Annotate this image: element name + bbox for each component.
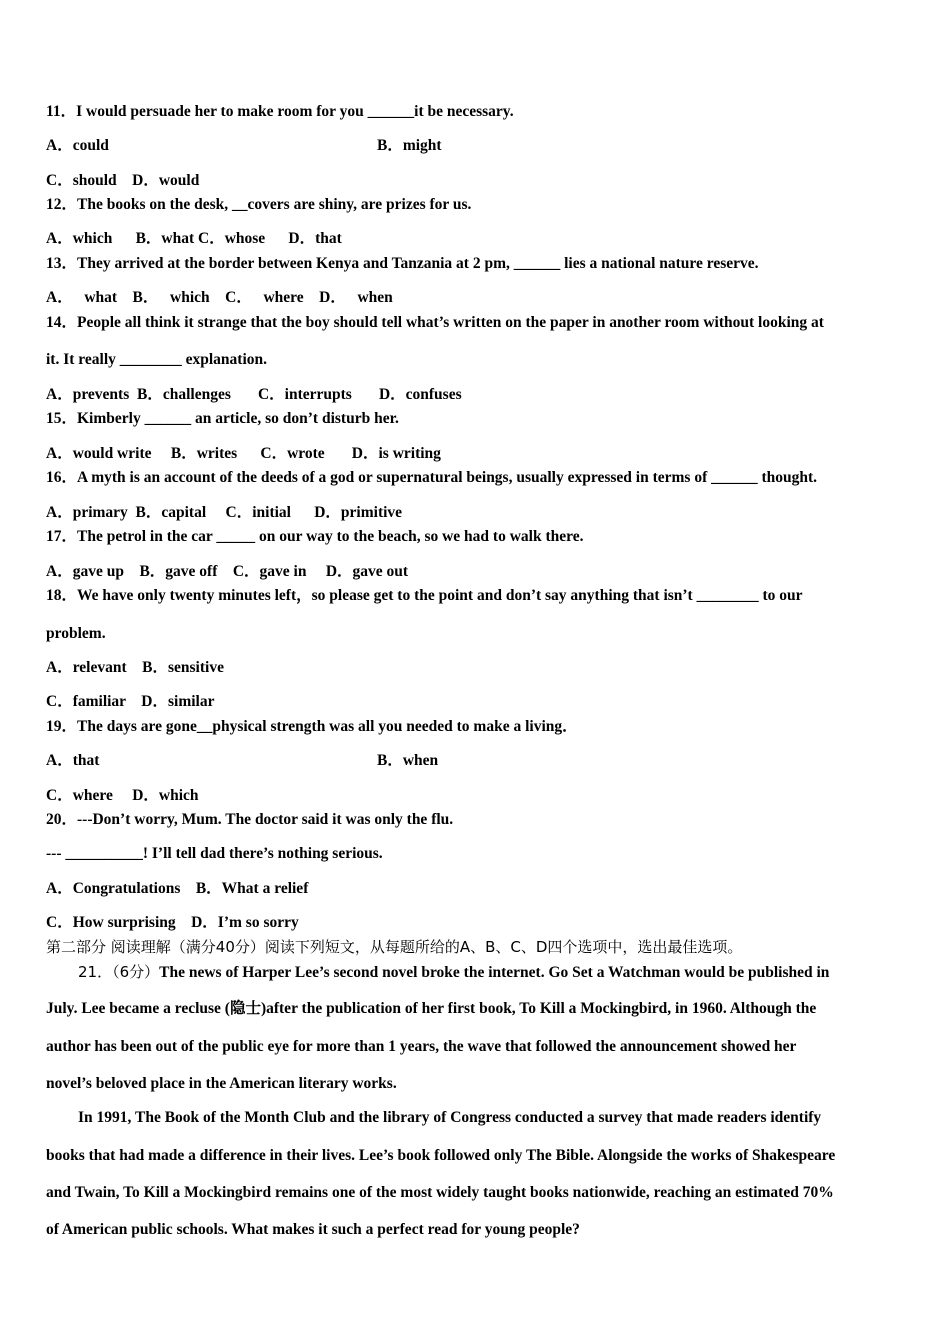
section-header: 第二部分 阅读理解（满分40分）阅读下列短文，从每题所给的A、B、C、D四个选项中，选出最佳选项。 [46, 938, 743, 956]
passage-text: The news of Harper Lee’s second novel broke the internet. Go Set a Watchman would be published in [159, 964, 830, 981]
q19-options-cd: C．where D．which [46, 787, 199, 804]
q11-options-cd: C．should D．would [46, 172, 200, 189]
q11-option-a: A．could [46, 137, 109, 154]
passage-p2-line3: and Twain, To Kill a Mockingbird remains one of the most widely taught books nationwide, reaching an estimated 70% [46, 1184, 834, 1201]
q12-stem: 12．The books on the desk, __covers are shiny, are prizes for us. [46, 196, 472, 213]
q19-option-b: B．when [377, 752, 439, 769]
passage-p2-line2: books that had made a difference in their lives. Lee’s book followed only The Bible. Alongside the works of Shakespeare [46, 1147, 836, 1164]
passage-p1-line1 [78, 962, 829, 983]
q20-stem-line1: 20．---Don’t worry, Mum. The doctor said it was only the flu. [46, 811, 454, 828]
passage-p2-line4: of American public schools. What makes it such a perfect read for young people? [46, 1221, 580, 1238]
q20-options-ab: A．Congratulations B．What a relief [46, 880, 309, 897]
q18-options-ab: A．relevant B．sensitive [46, 659, 224, 676]
q11-stem: 11．I would persuade her to make room for you ______it be necessary. [46, 103, 514, 120]
q14-options: A．prevents B．challenges C．interrupts D．confuses [46, 386, 462, 403]
q18-stem-line2: problem. [46, 625, 106, 642]
q16-stem: 16．A myth is an account of the deeds of a god or supernatural beings, usually expressed in terms of ______ thought. [46, 469, 818, 486]
q13-options: A． what B． which C． where D． when [46, 289, 393, 306]
q12-options: A．which B．what C．whose D．that [46, 230, 342, 247]
passage-p1-line2: July. Lee became a recluse (隐士)after the publication of her first book, To Kill a Mockingbird, in 1960. Although the [46, 1000, 817, 1017]
passage-p1-line3: author has been out of the public eye for more than 1 years, the wave that followed the announcement showed her [46, 1038, 797, 1055]
passage-p2-line1: In 1991, The Book of the Month Club and the library of Congress conducted a survey that made readers identify [78, 1109, 822, 1126]
passage-p1-line4: novel’s beloved place in the American literary works. [46, 1075, 397, 1092]
question-number: 21．（6分） [78, 963, 160, 981]
q18-options-cd: C．familiar D．similar [46, 693, 215, 710]
q11-option-b: B．might [377, 137, 442, 154]
q19-option-a: A．that [46, 752, 100, 769]
q15-options: A．would write B．writes C．wrote D．is writing [46, 445, 441, 462]
q16-options: A．primary B．capital C．initial D．primitive [46, 504, 403, 521]
q17-stem: 17．The petrol in the car _____ on our way to the beach, so we had to walk there. [46, 528, 584, 545]
q13-stem: 13．They arrived at the border between Kenya and Tanzania at 2 pm, ______ lies a national nature reserve. [46, 255, 759, 272]
q14-stem-line2: it. It really ________ explanation. [46, 351, 268, 368]
q17-options: A．gave up B．gave off C．gave in D．gave out [46, 563, 409, 580]
q19-stem: 19．The days are gone__physical strength was all you needed to make a living． [46, 718, 578, 735]
q20-stem-line2: --- __________! I’ll tell dad there’s nothing serious. [46, 845, 383, 862]
q20-options-cd: C．How surprising D．I’m so sorry [46, 914, 299, 931]
q15-stem: 15．Kimberly ______ an article, so don’t disturb her. [46, 410, 399, 427]
q14-stem-line1: 14．People all think it strange that the boy should tell what’s written on the paper in another room without looking at [46, 314, 824, 331]
q18-stem-line1: 18．We have only twenty minutes left，so please get to the point and don’t say anything that isn’t ________ to our [46, 587, 803, 604]
